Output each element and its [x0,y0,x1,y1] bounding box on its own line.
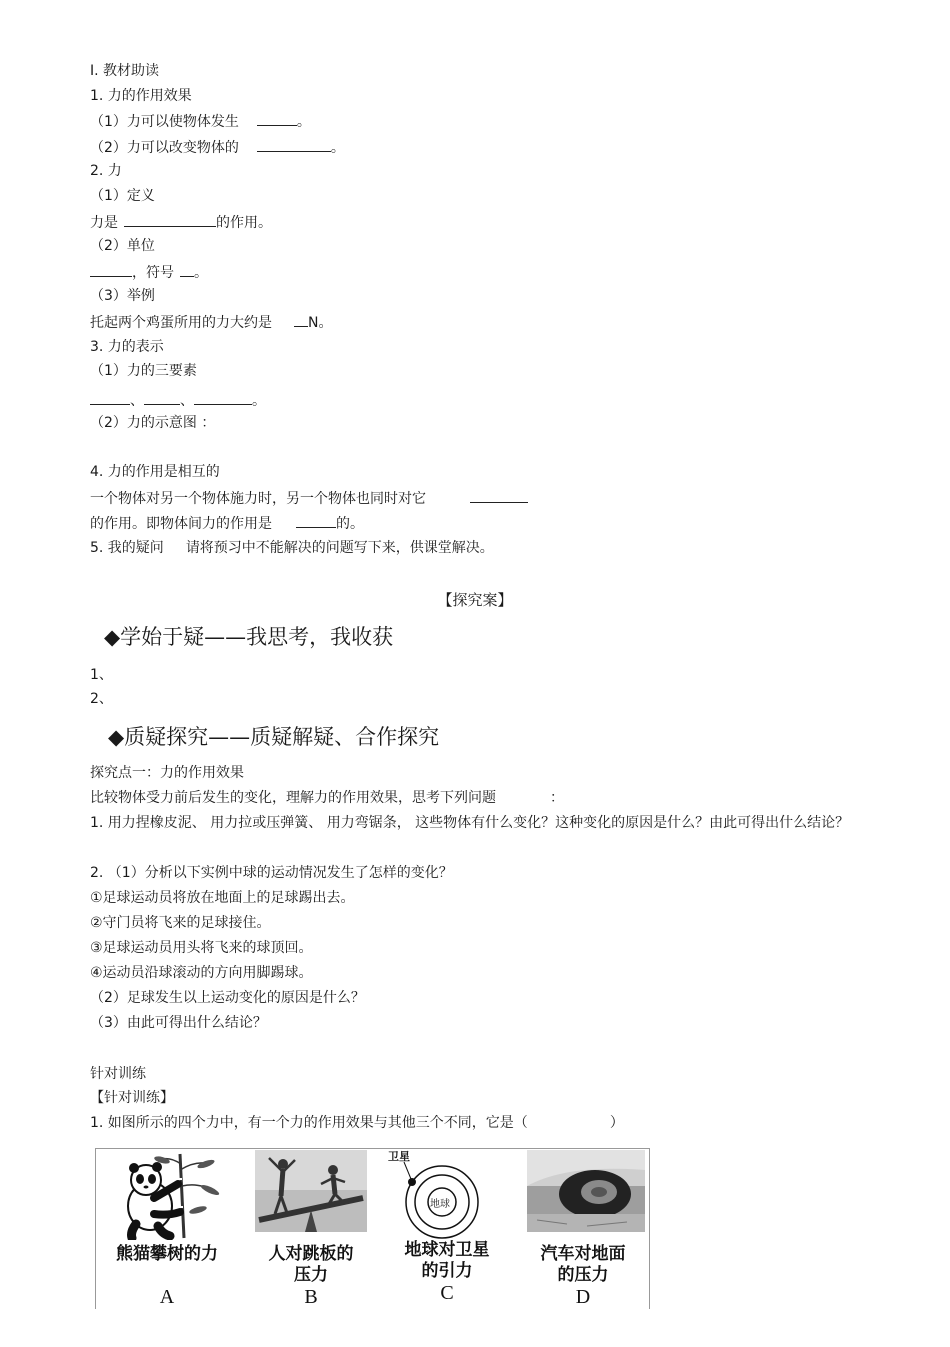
example-end: N。 [308,315,333,331]
blank-1[interactable] [257,112,297,126]
panel-c-caption-1: 地球对卫星 [404,1240,490,1260]
unit-text: ，符号 [132,265,174,281]
question-1: 1. 用力捏橡皮泥、 用力拉或压弹簧、 用力弯锯条， 这些物体有什么变化？这种变化的原因是什么？由此可得出什么结论？ [90,815,850,831]
item-1-1-end: 。 [296,114,311,130]
figure-panel-b[interactable] [242,1150,380,1310]
separator-1: 、 [130,393,144,409]
item-1-2 [90,138,345,157]
panel-c-letter: C [440,1282,454,1304]
blank-7[interactable] [90,391,130,405]
item-2-2: （2）单位 [90,238,155,254]
figure-panel-d[interactable] [514,1150,652,1310]
inquiry-intro-text: 比较物体受力前后发生的变化，理解力的作用效果，思考下列问题 [90,790,496,806]
section-learn-from-doubt: ◆学始于疑——我思考，我收获 [104,625,394,649]
blank-9[interactable] [194,391,252,405]
mutual-force-end: 的。 [336,516,364,532]
three-elements-line [90,391,266,410]
item-1-2-text: （2）力可以改变物体的 [90,140,239,156]
panel-c-caption-2: 的引力 [421,1261,473,1281]
my-questions-label: 5. 我的疑问 [90,540,164,556]
car-tire-photo [527,1150,645,1232]
inquiry-intro-colon: ： [550,790,564,806]
panel-a-letter: A [159,1286,175,1308]
training-question-1-text: 1. 如图所示的四个力中，有一个力的作用效果与其他三个不同，它是（ [90,1115,528,1131]
blank-2[interactable] [257,138,331,152]
figure-panel-c[interactable] [378,1150,516,1310]
example-text: 托起两个鸡蛋所用的力大约是 [90,315,272,331]
inquiry-point-1: 探究点一：力的作用效果 [90,765,244,781]
panel-b-letter: B [304,1286,318,1308]
question-2: 2. （1）分析以下实例中球的运动情况发生了怎样的变化？ [90,865,453,881]
blank-6[interactable] [294,313,308,327]
doubt-item-2: 2、 [90,691,113,707]
training-label: 针对训练 [90,1066,146,1082]
panel-b-caption-1: 人对跳板的 [268,1244,354,1264]
item-3-2: （2）力的示意图 ： [90,415,216,431]
mutual-force-line-2 [90,514,364,533]
panel-d-letter: D [575,1286,591,1308]
blank-5[interactable] [180,263,194,277]
question-2-3: （3）由此可得出什么结论？ [90,1015,267,1031]
earth-label: 地球 [430,1199,450,1210]
reading-heading: I. 教材助读 [90,63,160,79]
section-inquiry: ◆质疑探究——质疑解疑、合作探究 [108,725,440,749]
panel-d-caption-1: 汽车对地面 [540,1244,626,1264]
panel-a-caption-2 [98,1265,236,1286]
springboard-photo [255,1150,367,1232]
blank-3[interactable] [124,213,216,227]
item-2-3: （3）举例 [90,288,155,304]
inquiry-intro [90,789,564,807]
question-2-2: （2）足球发生以上运动变化的原因是什么？ [90,990,365,1006]
definition-text: 力是 [90,215,118,231]
section-2-title: 2. 力 [90,163,122,179]
satellite-label: 卫星 [388,1150,410,1163]
section-1-title: 1. 力的作用效果 [90,88,192,104]
blank-4[interactable] [90,263,132,277]
item-3-1: （1）力的三要素 [90,363,197,379]
case-4: ④运动员沿球滚动的方向用脚踢球。 [90,965,313,981]
training-question-1-close: ） [609,1115,624,1131]
item-1-2-end: 。 [330,140,345,156]
training-question-1 [90,1114,624,1132]
figure-panel-a[interactable] [98,1150,236,1310]
separator-2: 、 [180,393,194,409]
training-bracket-title: 【针对训练】 [90,1090,174,1106]
my-questions-text: 请将预习中不能解决的问题写下来，供课堂解决。 [185,540,494,556]
blank-11[interactable] [296,514,336,528]
section-4-title: 4. 力的作用是相互的 [90,464,220,480]
case-3: ③足球运动员用头将飞来的球顶回。 [90,940,313,956]
item-1-1 [90,112,311,131]
doubt-item-1: 1、 [90,667,113,683]
unit-line [90,263,208,282]
unit-end: 。 [194,265,208,281]
satellite-dot [408,1178,416,1186]
mutual-force-line-1 [90,489,528,508]
blank-8[interactable] [144,391,180,405]
panda-bamboo-illustration [102,1150,232,1240]
panel-b-caption-2: 压力 [294,1265,328,1285]
case-1: ①足球运动员将放在地面上的足球踢出去。 [90,890,355,906]
explore-title: 【探究案】 [437,591,513,609]
mutual-force-text-1: 一个物体对另一个物体施力时，另一个物体也同时对它 [90,491,426,507]
definition-end: 的作用。 [216,215,272,231]
case-2: ②守门员将飞来的足球接住。 [90,915,271,931]
item-2-1: （1）定义 [90,188,155,204]
my-questions-line [90,539,494,557]
section-3-title: 3. 力的表示 [90,339,164,355]
panel-d-caption-2: 的压力 [557,1265,609,1285]
blank-10[interactable] [470,489,528,503]
item-1-1-text: （1）力可以使物体发生 [90,114,239,130]
definition-line [90,213,272,232]
example-line [90,313,332,332]
mutual-force-text-2: 的作用。即物体间力的作用是 [90,516,272,532]
three-elements-end: 。 [252,393,266,409]
panel-a-caption: 熊猫攀树的力 [116,1244,218,1264]
